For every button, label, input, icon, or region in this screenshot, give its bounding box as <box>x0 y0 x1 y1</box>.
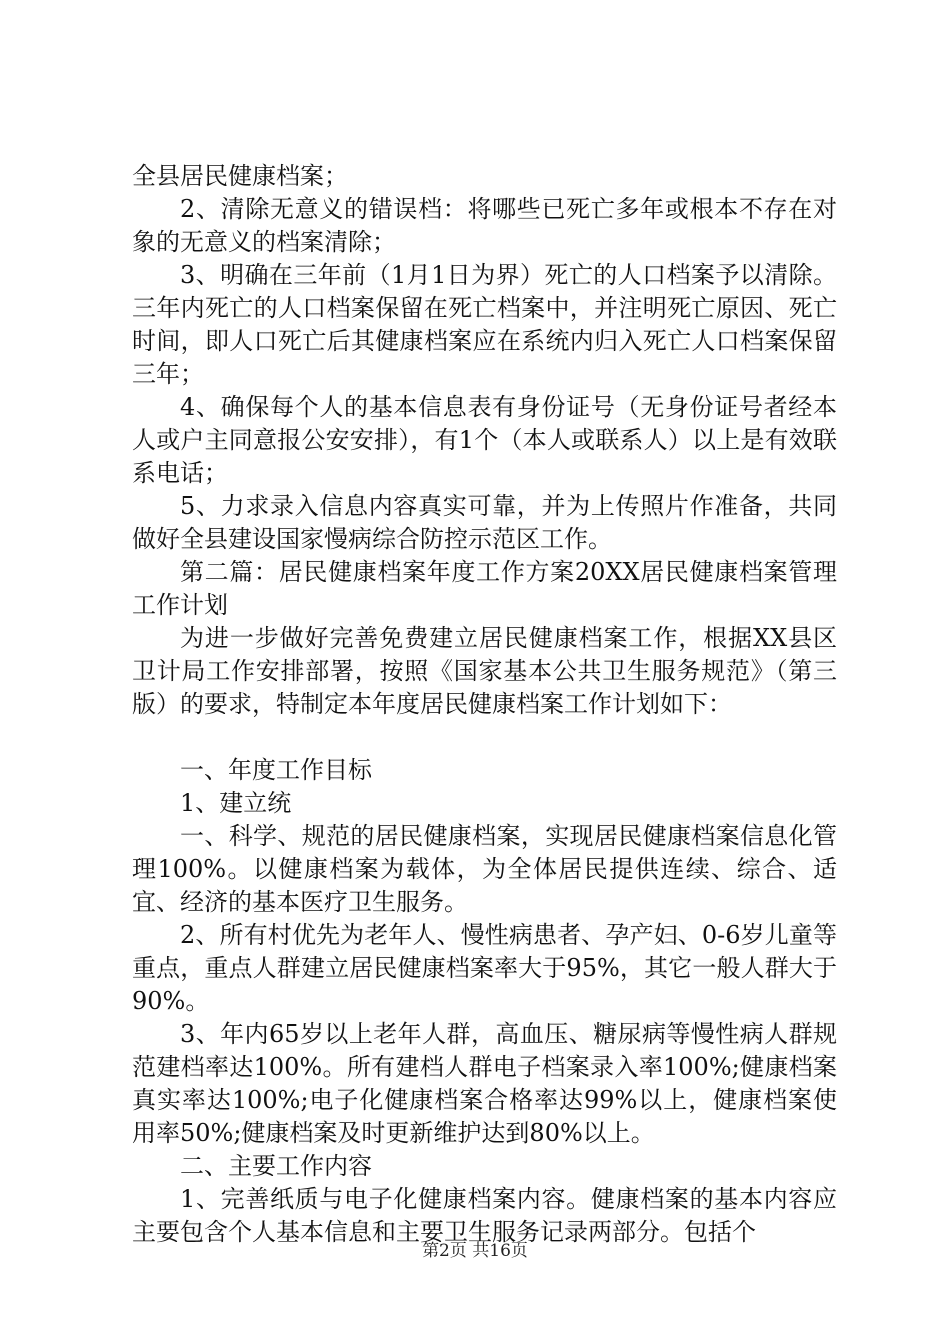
blank-line <box>132 721 837 754</box>
paragraph-intro: 为进一步做好完善免费建立居民健康档案工作，根据XX县区卫计局工作安排部署，按照《国家基本公共卫生服务规范》（第三版）的要求，特制定本年度居民健康档案工作计划如下： <box>132 624 837 718</box>
heading-annual-goals: 一、年度工作目标 <box>180 756 372 784</box>
page-number-footer: 第2页 共16页 <box>422 1241 528 1261</box>
paragraph-goal-1-detail: 一、科学、规范的居民健康档案，实现居民健康档案信息化管理100%。以健康档案为载体，为全体居民提供连续、综合、适宜、经济的基本医疗卫生服务。 <box>132 822 837 916</box>
paragraph-goal-2: 2、所有村优先为老年人、慢性病患者、孕产妇、0-6岁儿童等重点，重点人群建立居民健康档案率大于95%，其它一般人群大于90%。 <box>132 921 837 1015</box>
heading-main-work: 二、主要工作内容 <box>180 1152 372 1180</box>
document-body <box>132 160 837 1249</box>
section-heading-part-two: 第二篇：居民健康档案年度工作方案20XX居民健康档案管理工作计划 <box>132 558 837 619</box>
paragraph-item-2: 2、清除无意义的错误档：将哪些已死亡多年或根本不存在对象的无意义的档案清除； <box>132 195 837 256</box>
paragraph-item-3: 3、明确在三年前（1月1日为界）死亡的人口档案予以清除。三年内死亡的人口档案保留在死亡档案中，并注明死亡原因、死亡时间，即人口死亡后其健康档案应在系统内归入死亡人口档案保留三年； <box>132 261 837 388</box>
paragraph-item-5: 5、力求录入信息内容真实可靠，并为上传照片作准备，共同做好全县建设国家慢病综合防控示范区工作。 <box>132 492 837 553</box>
paragraph-goal-1: 1、建立统 <box>180 789 292 817</box>
paragraph-work-1: 1、完善纸质与电子化健康档案内容。健康档案的基本内容应主要包含个人基本信息和主要卫生服务记录两部分。包括个 <box>132 1185 837 1246</box>
paragraph-item-4: 4、确保每个人的基本信息表有身份证号（无身份证号者经本人或户主同意报公安安排），有1个（本人或联系人）以上是有效联系电话； <box>132 393 837 487</box>
paragraph-goal-3: 3、年内65岁以上老年人群，高血压、糖尿病等慢性病人群规范建档率达100%。所有建档人群电子档案录入率100%;健康档案真实率达100%;电子化健康档案合格率达99%以上，健康档案使用率50%;健康档案及时更新维护达到80%以上。 <box>132 1020 837 1147</box>
paragraph-continuation: 全县居民健康档案； <box>132 162 348 190</box>
